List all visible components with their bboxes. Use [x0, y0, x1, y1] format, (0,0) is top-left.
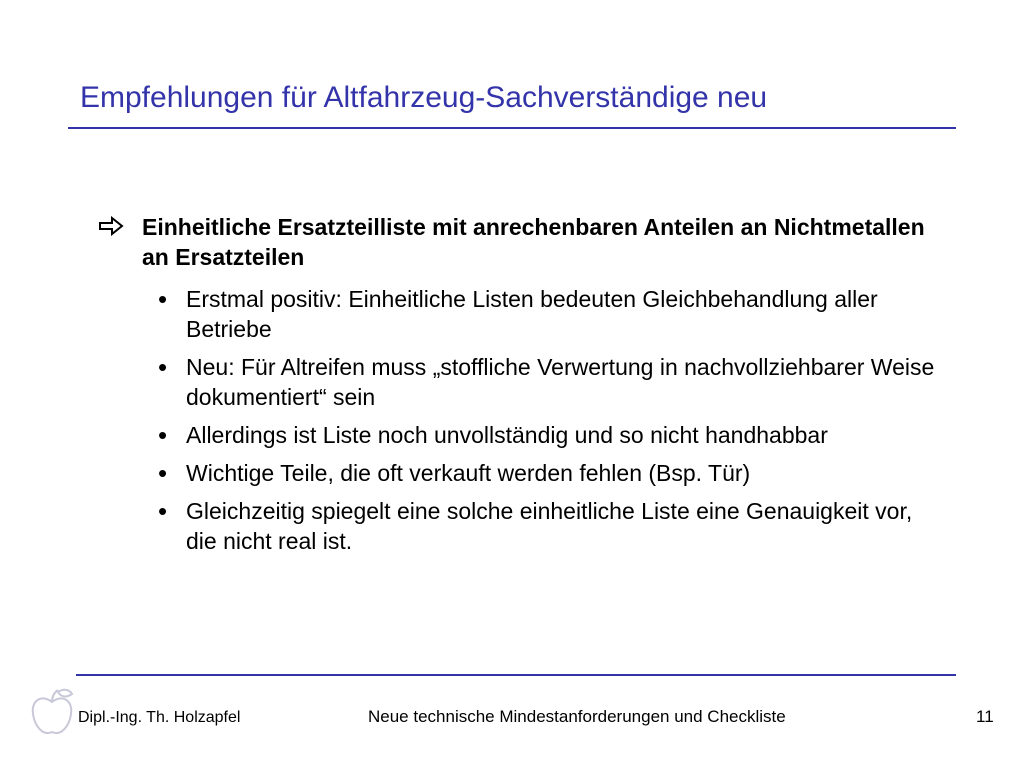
- bullet-dot-icon: •: [158, 420, 168, 450]
- list-item-text: Erstmal positiv: Einheitliche Listen bedeuten Gleichbehandlung aller Betriebe: [186, 286, 878, 342]
- list-item-text: Gleichzeitig spiegelt eine solche einheitliche Liste eine Genauigkeit vor, die nicht real ist.: [186, 498, 913, 554]
- sub-bullet-list: [158, 284, 948, 564]
- footer-topic: Neue technische Mindestanforderungen und Checkliste: [368, 707, 786, 726]
- list-item: [158, 284, 948, 344]
- list-item: [158, 420, 948, 450]
- list-item-text: Neu: Für Altreifen muss „stoffliche Verwertung in nachvollziehbarer Weise dokumentiert“ sein: [186, 354, 935, 410]
- list-item: [158, 496, 948, 556]
- main-bullet: [98, 212, 938, 272]
- bullet-dot-icon: •: [158, 458, 168, 488]
- list-item-text: Allerdings ist Liste noch unvollständig und so nicht handhabbar: [186, 422, 828, 448]
- main-bullet-text: Einheitliche Ersatzteilliste mit anrechenbaren Anteilen an Nichtmetallen an Ersatzteilen: [142, 214, 925, 270]
- page-number: 11: [976, 707, 994, 726]
- bullet-dot-icon: •: [158, 496, 168, 526]
- list-item-text: Wichtige Teile, die oft verkauft werden fehlen (Bsp. Tür): [186, 460, 751, 486]
- slide-title: Empfehlungen für Altfahrzeug-Sachverständige neu: [80, 81, 768, 114]
- apple-outline-icon: [28, 686, 76, 743]
- footer-divider: [76, 674, 956, 676]
- bullet-dot-icon: •: [158, 352, 168, 382]
- footer-author: Dipl.-Ing. Th. Holzapfel: [78, 709, 241, 726]
- title-divider: [68, 127, 956, 129]
- list-item: [158, 352, 948, 412]
- bullet-dot-icon: •: [158, 284, 168, 314]
- list-item: [158, 458, 948, 488]
- arrow-right-outline-icon: [98, 212, 142, 272]
